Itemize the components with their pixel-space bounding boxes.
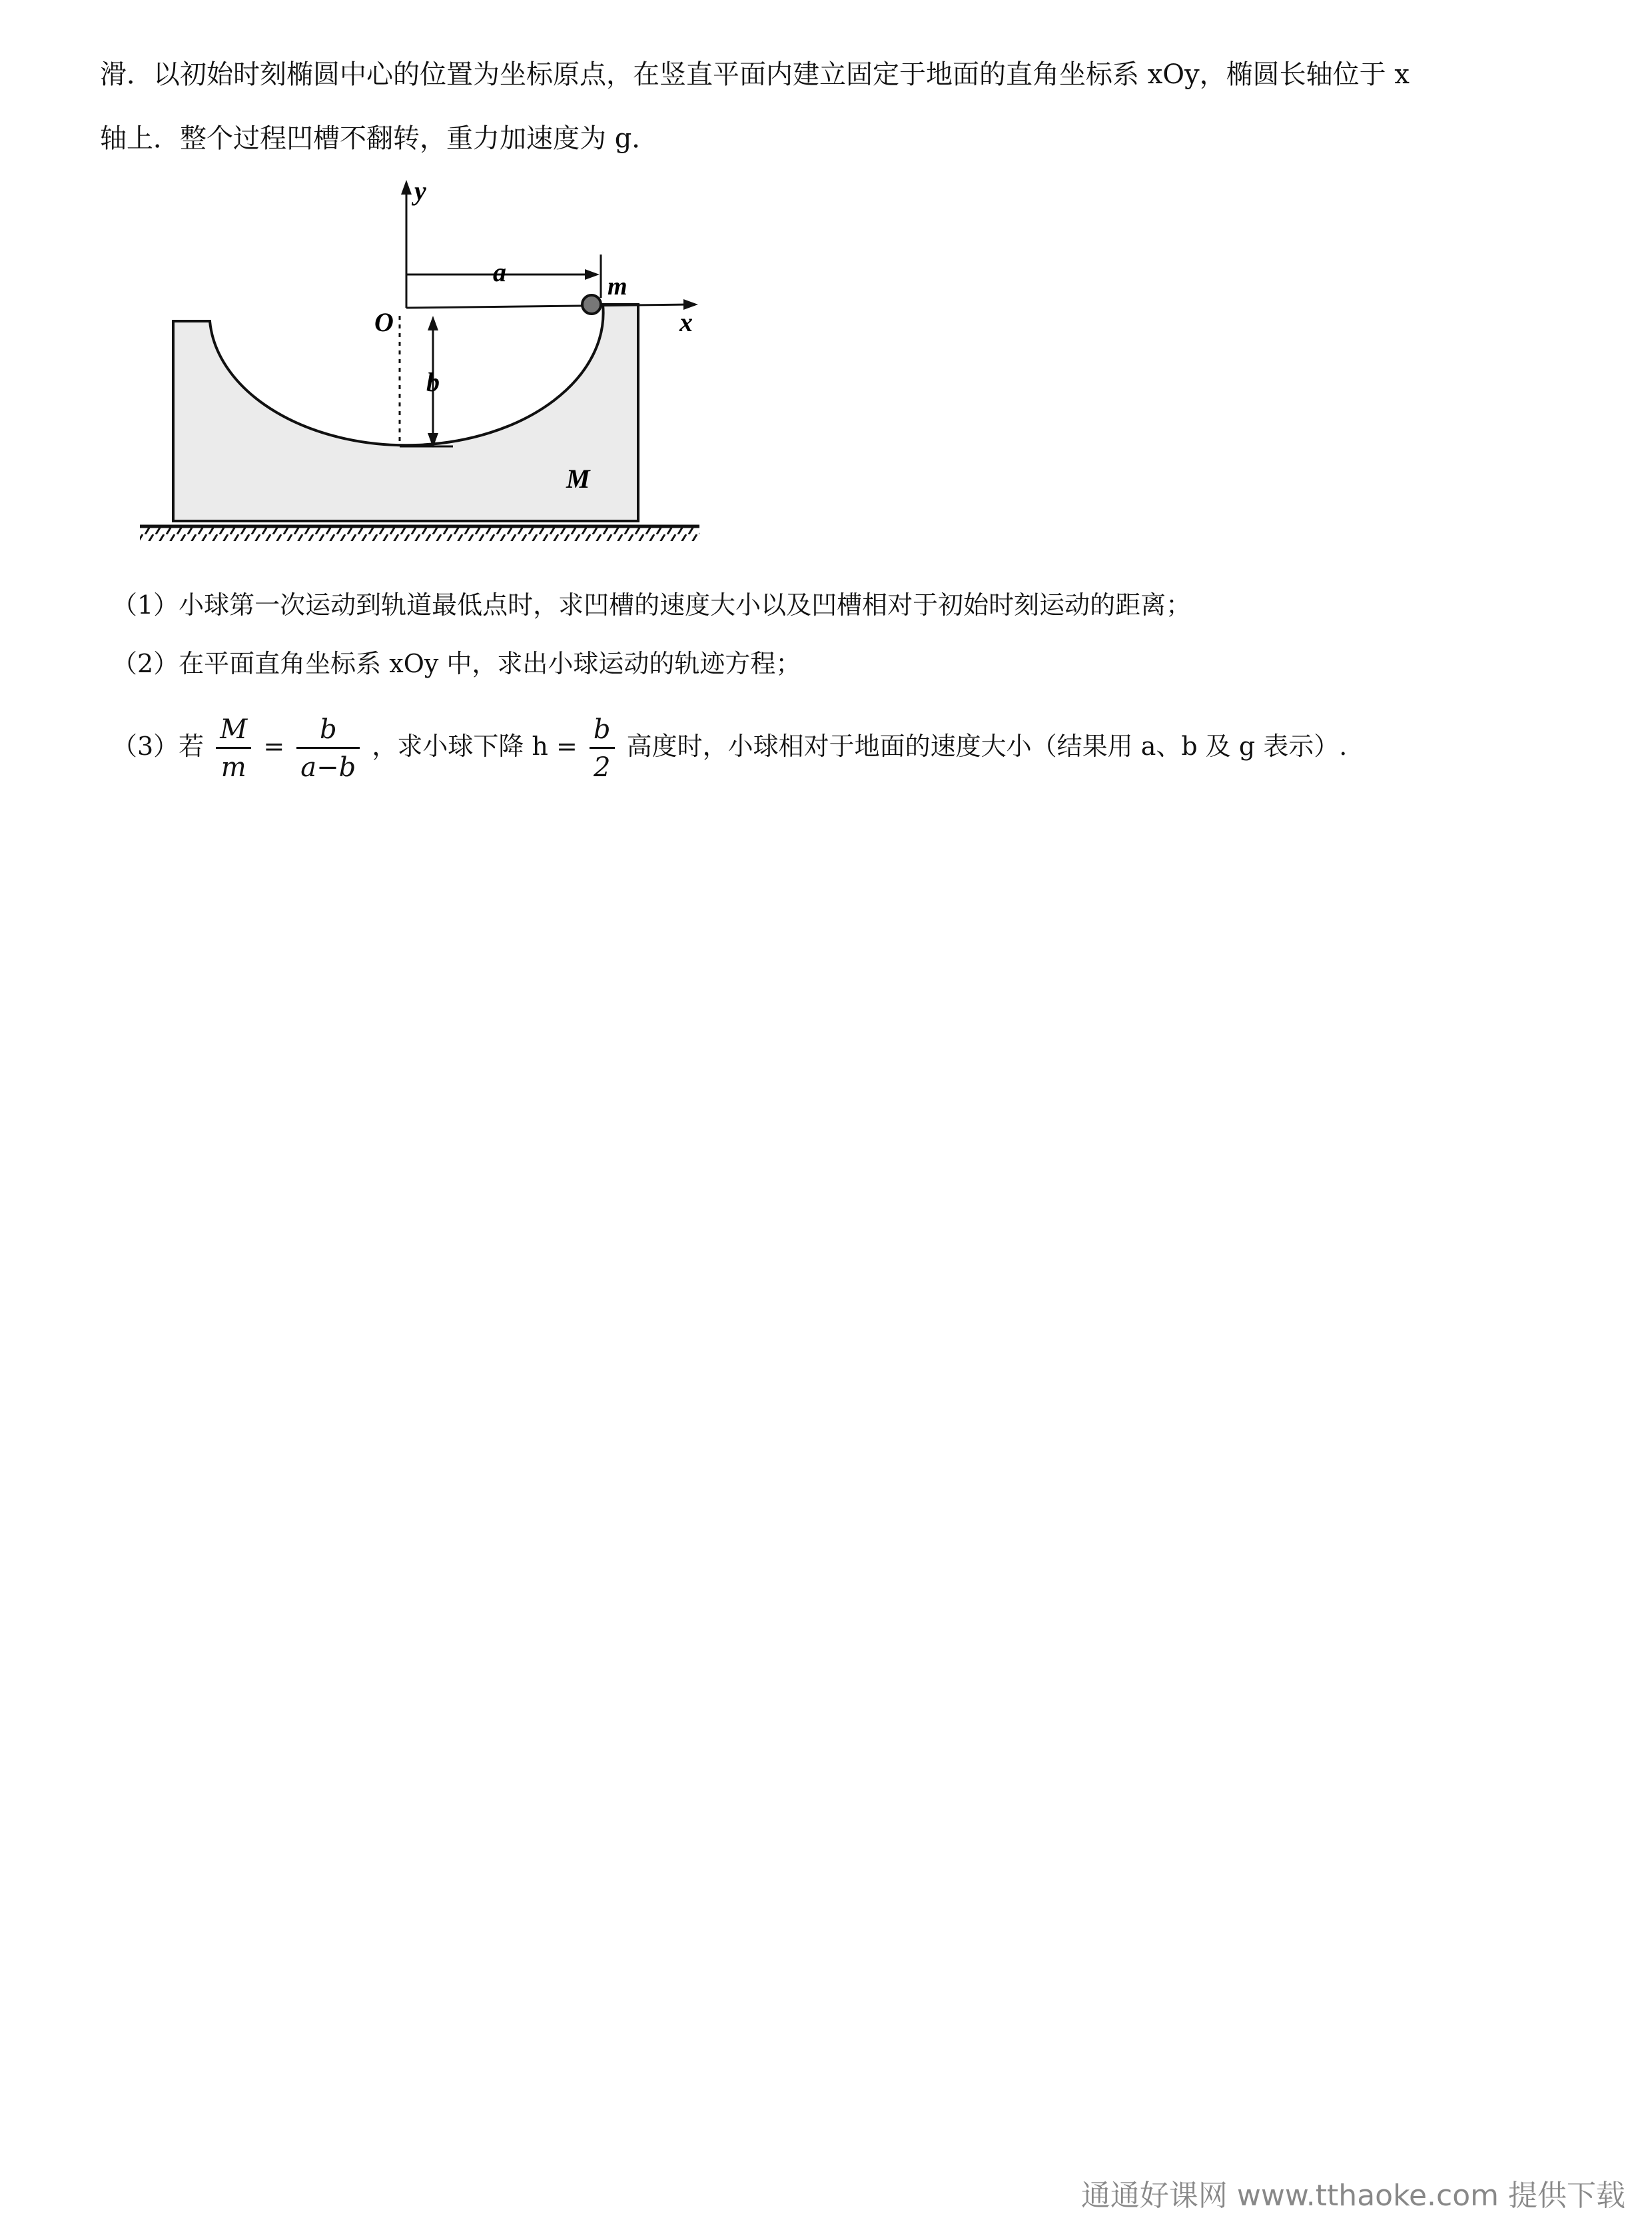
question-3 [112, 703, 1347, 790]
fraction-a-minus-b-denominator: a−b [300, 752, 356, 783]
fraction-M-numerator: M [216, 716, 251, 749]
dimension-b-arrow-top [428, 316, 438, 330]
q3-suffix: 高度时，小球相对于地面的速度大小（结果用 a、b 及 g 表示）. [626, 732, 1348, 761]
fraction-b-over-2 [590, 716, 615, 781]
fraction-b-over-a-minus-b [296, 716, 360, 781]
ground-hatching [140, 526, 699, 541]
fraction-h-numerator: b [590, 716, 615, 749]
b-label: b [426, 367, 440, 397]
y-axis-label: y [414, 176, 426, 206]
ball [582, 295, 601, 314]
groove-label: M [566, 464, 590, 494]
groove-diagram [133, 175, 706, 568]
q3-equals: = [263, 732, 285, 761]
question-1: （1）小球第一次运动到轨道最低点时，求凹槽的速度大小以及凹槽相对于初始时刻运动的距离； [112, 590, 1192, 620]
y-axis-arrow [401, 180, 412, 195]
x-axis [406, 304, 689, 308]
fraction-b-numerator: b [296, 716, 360, 749]
x-axis-label: x [679, 307, 693, 337]
fraction-h-denominator: 2 [594, 752, 611, 783]
q3-middle: ，求小球下降 h = [372, 732, 578, 761]
problem-text-line-2: 轴上．整个过程凹槽不翻转，重力加速度为 g． [100, 123, 659, 154]
watermark: 通通好课网 www.tthaoke.com 提供下载 [1080, 2179, 1625, 2213]
ball-label: m [608, 273, 627, 300]
q3-prefix: （3）若 [112, 732, 205, 761]
origin-label: O [374, 307, 394, 337]
problem-text-line-1: 滑．以初始时刻椭圆中心的位置为坐标原点，在竖直平面内建立固定于地面的直角坐标系 xOy，椭圆长轴位于 x [100, 59, 1410, 90]
fraction-M-over-m [216, 716, 251, 781]
a-label: a [493, 257, 506, 287]
fraction-m-denominator: m [220, 752, 246, 783]
dimension-a-arrow [585, 269, 600, 280]
question-2: （2）在平面直角坐标系 xOy 中，求出小球运动的轨迹方程； [112, 649, 801, 678]
